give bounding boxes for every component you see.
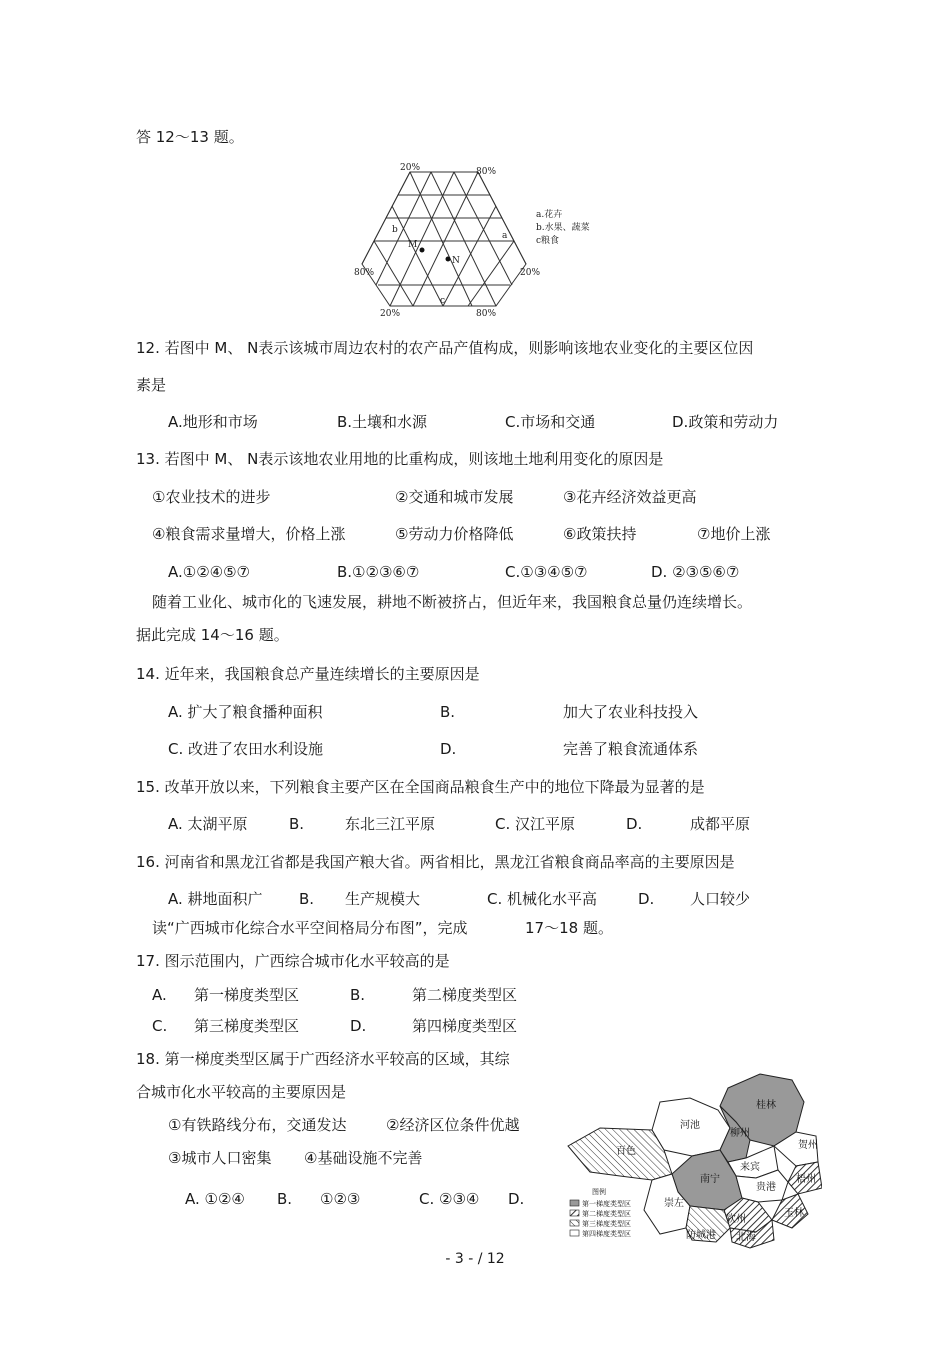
q13-stem: 13. 若图中 M、 N表示该地农业用地的比重构成，则该地土地利用变化的原因是: [136, 450, 664, 468]
q16-stem: 16. 河南省和黑龙江省都是我国产粮大省。两省相比，黑龙江省粮食商品率高的主要原因是: [136, 853, 735, 871]
q15-option-c: C. 汉江平原: [495, 815, 576, 833]
intro-17-18-range: 17～18 题。: [525, 919, 613, 937]
label-hechi: 河池: [680, 1120, 700, 1131]
intro-12-13: 答 12～13 题。: [136, 128, 244, 146]
label-guilin: 桂林: [756, 1100, 776, 1111]
q13-item-1: ①农业技术的进步: [152, 488, 271, 506]
q12-stem-1: 12. 若图中 M、 N表示该城市周边农村的农产品产值构成，则影响该地农业变化的主要区位因: [136, 339, 754, 357]
q17-option-b-letter: B.: [350, 986, 366, 1004]
legend-label-1: 第一梯度类型区: [582, 1200, 631, 1208]
label-liuzhou: 柳州: [730, 1128, 750, 1139]
q13-option-a: A.①②④⑤⑦: [168, 563, 251, 581]
q15-stem: 15. 改革开放以来，下列粮食主要产区在全国商品粮食生产中的地位下降最为显著的是: [136, 778, 705, 796]
q12-option-a: A.地形和市场: [168, 413, 258, 431]
tick-top-left: 20%: [400, 163, 421, 173]
legend-swatch-3: [570, 1220, 579, 1226]
axis-label-b: b: [392, 225, 398, 235]
q15-option-d-letter: D.: [626, 815, 643, 833]
q15-option-b-letter: B.: [289, 815, 305, 833]
label-hezhou: 贺州: [798, 1140, 818, 1151]
label-wuzhou: 梧州: [796, 1174, 816, 1185]
point-n: [446, 257, 451, 262]
q17-option-b-text: 第二梯度类型区: [412, 986, 518, 1004]
legend-label-2: 第二梯度类型区: [582, 1210, 631, 1218]
legend-swatch-4: [570, 1230, 579, 1236]
q16-option-a: A. 耕地面积广: [168, 890, 263, 908]
q14-option-b-text: 加大了农业科技投入: [563, 703, 699, 721]
intro-14-16-line-1: 随着工业化、城市化的飞速发展，耕地不断被挤占，但近年来，我国粮食总量仍连续增长。: [152, 593, 753, 611]
label-chongzuo: 崇左: [664, 1198, 684, 1209]
q17-option-a-letter: A.: [152, 986, 167, 1004]
legend-label-3: 第三梯度类型区: [582, 1220, 631, 1228]
tick-right: 20%: [520, 268, 541, 278]
guangxi-urbanization-map: [560, 1070, 822, 1252]
axis-label-a: a: [502, 231, 508, 241]
q12-stem-2: 素是: [136, 376, 167, 394]
q18-option-b-letter: B.: [277, 1190, 293, 1208]
label-nanning: 南宁: [700, 1174, 720, 1185]
q18-item-3: ③城市人口密集: [168, 1149, 272, 1167]
q16-option-b-letter: B.: [299, 890, 315, 908]
q16-option-d-letter: D.: [638, 890, 655, 908]
q18-stem-1: 18. 第一梯度类型区属于广西经济水平较高的区域，其综: [136, 1050, 510, 1068]
tick-top-right: 80%: [476, 167, 497, 177]
q18-option-a: A. ①②④: [185, 1190, 245, 1208]
label-n: N: [452, 256, 460, 266]
q16-option-b-text: 生产规模大: [345, 890, 421, 908]
q18-item-1: ①有铁路线分布，交通发达: [168, 1116, 347, 1134]
q12-option-b: B.土壤和水源: [337, 413, 428, 431]
q17-option-d-letter: D.: [350, 1017, 367, 1035]
tick-bottom-right: 80%: [476, 309, 497, 319]
q14-option-d-letter: D.: [440, 740, 457, 758]
q13-option-d: D. ②③⑤⑥⑦: [651, 563, 740, 581]
legend-swatch-1: [570, 1200, 579, 1206]
q18-item-2: ②经济区位条件优越: [386, 1116, 520, 1134]
legend-label-4: 第四梯度类型区: [582, 1230, 631, 1238]
label-laibin: 来宾: [740, 1162, 760, 1173]
point-m: [420, 248, 425, 253]
q17-option-a-text: 第一梯度类型区: [194, 986, 300, 1004]
q12-option-c: C.市场和交通: [505, 413, 596, 431]
q15-option-d-text: 成都平原: [690, 815, 751, 833]
q18-option-d: D.: [508, 1190, 525, 1208]
q13-item-7: ⑦地价上涨: [697, 525, 771, 543]
intro-14-16-line-2: 据此完成 14～16 题。: [136, 626, 289, 644]
map-legend-title: 图例: [592, 1188, 606, 1196]
q18-stem-2: 合城市化水平较高的主要原因是: [136, 1083, 347, 1101]
ternary-diagram: [350, 160, 600, 320]
label-baise: 百色: [616, 1146, 636, 1157]
q12-option-d: D.政策和劳动力: [672, 413, 779, 431]
legend-swatch-2: [570, 1210, 579, 1216]
label-yulin: 玉林: [784, 1208, 804, 1219]
q18-item-4: ④基础设施不完善: [304, 1149, 423, 1167]
label-qinzhou: 钦州: [726, 1214, 746, 1225]
q13-option-c: C.①③④⑤⑦: [505, 563, 588, 581]
q13-item-5: ⑤劳动力价格降低: [395, 525, 514, 543]
tick-bottom-left: 20%: [380, 309, 401, 319]
q15-option-a: A. 太湖平原: [168, 815, 248, 833]
q17-option-c-letter: C.: [152, 1017, 168, 1035]
q17-option-c-text: 第三梯度类型区: [194, 1017, 300, 1035]
tick-left: 80%: [354, 268, 375, 278]
q17-stem: 17. 图示范围内，广西综合城市化水平较高的是: [136, 952, 450, 970]
q16-option-c: C. 机械化水平高: [487, 890, 598, 908]
q15-option-b-text: 东北三江平原: [345, 815, 436, 833]
q13-option-b: B.①②③⑥⑦: [337, 563, 420, 581]
q18-option-b-text: ①②③: [320, 1190, 361, 1208]
q14-option-c: C. 改进了农田水利设施: [168, 740, 324, 758]
axis-label-c: c: [440, 296, 446, 306]
q16-option-d-text: 人口较少: [690, 890, 751, 908]
q13-item-2: ②交通和城市发展: [395, 488, 514, 506]
label-guigang: 贵港: [756, 1182, 776, 1193]
label-m: M: [408, 240, 418, 250]
page-number: - 3 - / 12: [445, 1251, 505, 1267]
legend-item-b: b.水果、蔬菜: [536, 223, 590, 233]
q14-option-d-text: 完善了粮食流通体系: [563, 740, 699, 758]
intro-17-18-text: 读“广西城市化综合水平空间格局分布图”，完成: [152, 919, 468, 937]
q14-option-b-letter: B.: [440, 703, 456, 721]
q13-item-6: ⑥政策扶持: [563, 525, 637, 543]
label-fangchenggang: 防城港: [686, 1230, 716, 1241]
legend-item-c: c粮食: [536, 236, 560, 246]
label-beihai: 北海: [736, 1232, 756, 1243]
q18-option-c: C. ②③④: [419, 1190, 480, 1208]
q14-option-a: A. 扩大了粮食播种面积: [168, 703, 323, 721]
q13-item-4: ④粮食需求量增大，价格上涨: [152, 525, 346, 543]
legend-item-a: a.花卉: [536, 210, 563, 220]
q13-item-3: ③花卉经济效益更高: [563, 488, 697, 506]
q14-stem: 14. 近年来，我国粮食总产量连续增长的主要原因是: [136, 665, 480, 683]
q17-option-d-text: 第四梯度类型区: [412, 1017, 518, 1035]
